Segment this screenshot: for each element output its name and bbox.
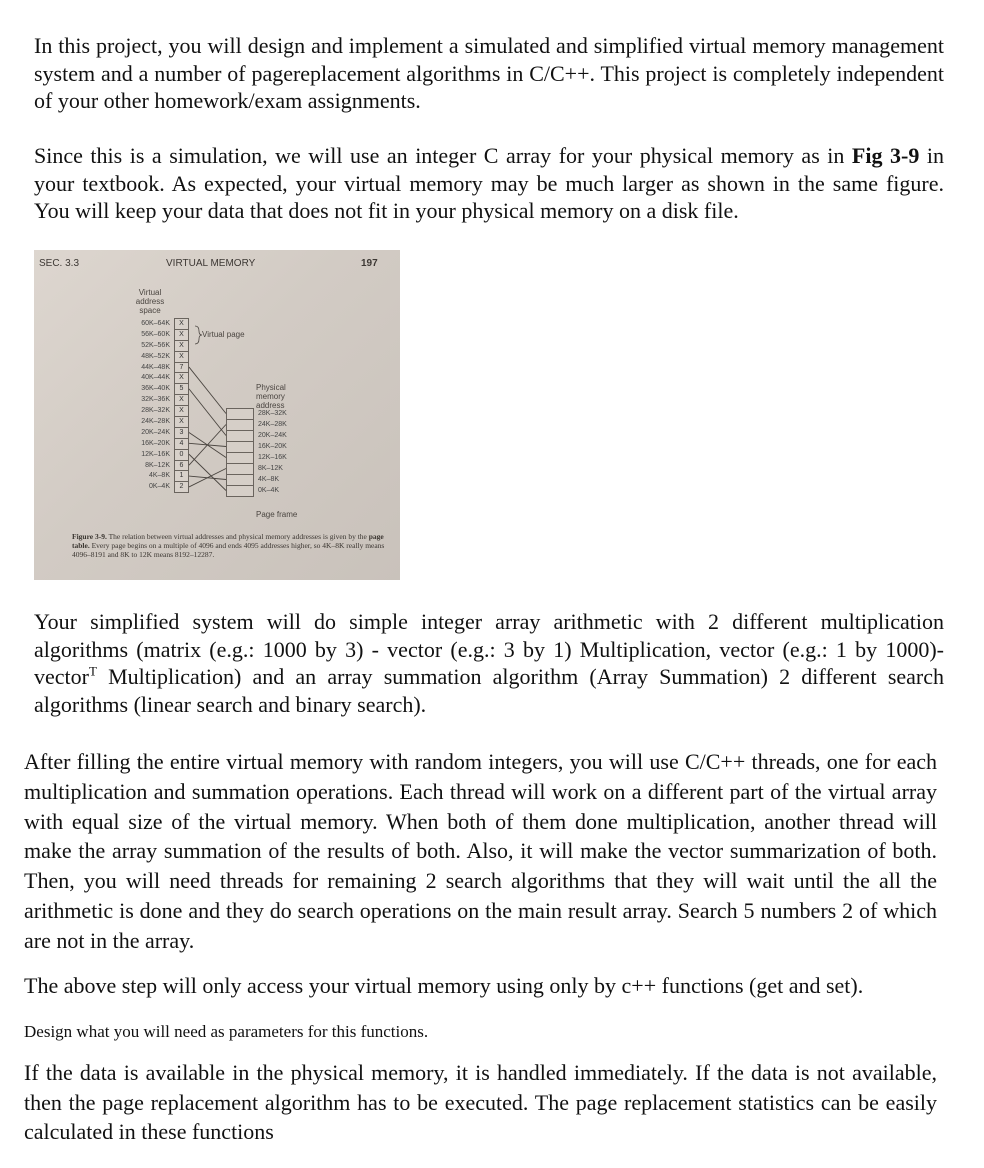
virtual-address-space-label: Virtual address space [135,288,165,315]
caption-text-b: Every page begins on a multiple of 4096 and ends 4095 addresses higher, so 4K–8K really means 4096–8191 and 8K to 12K means 8192–12287. [72,541,385,559]
physical-range: 16K–20K [258,443,287,450]
algorithms-text-a: Your simplified system will do simple integer array arithmetic with 2 different multiplication algorithms (matrix (e.g.: 1000 by 3) - vector (e.g.: 3 by 1) Multiplication, vector (e.g.: 1 by 1000)-vector [34,609,944,689]
textbook-figure-photo [34,250,400,580]
parameters-note: Design what you will need as parameters for this functions. [24,1022,429,1041]
page-table-entry: 4 [174,438,189,449]
page-frame-label: Page frame [256,510,298,519]
physical-range: 28K–32K [258,410,287,417]
page-table-entry: X [174,405,189,416]
fig-reference: Fig 3-9 [851,143,920,168]
page-table-entry: X [174,340,189,351]
page-table-entry: 2 [174,481,189,493]
virtual-page-label: Virtual page [202,330,245,339]
caption-text-a: The relation between virtual addresses and physical memory addresses is given by the [106,532,369,541]
virtual-range: 36K–40K [141,385,170,393]
page-replacement-paragraph: If the data is available in the physical memory, it is handled immediately. If the data is not available, then the page replacement algorithm has to be executed. The page replacement statistics can be easily calculated in these functions [24,1060,937,1144]
virtual-range: 28K–32K [141,407,170,415]
physical-range: 8K–12K [258,465,283,472]
mapping-lines [34,250,400,580]
virtual-range: 52K–56K [141,341,170,349]
page-mapping-arrow [189,367,226,413]
virtual-range: 20K–24K [141,428,170,436]
virtual-range: 32K–36K [141,396,170,404]
virtual-range: 12K–16K [141,450,170,458]
page-table-entry: 6 [174,460,189,471]
page-table-entry: X [174,372,189,383]
virtual-range: 16K–20K [141,439,170,447]
page-table-entry: X [174,416,189,427]
threads-paragraph: After filling the entire virtual memory with random integers, you will use C/C++ threads, one for each multiplication and summation operations. Each thread will work on a different part of the virtual array with equal size of the virtual memory. When both of them done multiplication, another thread will make the array summation of the results of both. Also, it will make the vector summarization of both. Then, you will need threads for remaining 2 search algorithms that they will wait until the all the arithmetic is done and they do search operations on the main result array. Search 5 numbers 2 of which are not in the array. [24,749,937,953]
figure-page-number: 197 [361,258,378,269]
figure-section: SEC. 3.3 [39,258,80,269]
page-mapping-arrow [189,389,226,436]
physical-range: 24K–28K [258,421,287,428]
virtual-range: 48K–52K [141,352,170,360]
figure-page-title: VIRTUAL MEMORY [166,258,256,269]
caption-page-table: page table. [72,532,384,550]
virtual-range: 4K–8K [148,472,170,480]
page-mapping-arrow [189,469,226,487]
page-mapping-arrow [189,425,226,466]
get-set-paragraph: The above step will only access your virtual memory using only by c++ functions (get and set). [24,973,864,998]
intro-paragraph: In this project, you will design and implement a simulated and simplified virtual memory management system and a number of pagereplacement algorithms in C/C++. This project is completely independent of your other homework/exam assignments. [34,33,944,113]
virtual-range: 8K–12K [145,461,170,469]
page-table-entry: 0 [174,449,189,460]
simulation-paragraph [34,142,944,225]
caption-label: Figure 3-9. [72,532,107,541]
virtual-range: 0K–4K [148,483,170,491]
page-table-entry: X [174,351,189,362]
physical-range: 4K–8K [258,476,280,483]
simulation-text-a: Since this is a simulation, we will use an integer C array for your physical memory as in [34,143,852,168]
page-table-entry: 7 [174,362,189,373]
figure-caption [72,532,390,559]
physical-range: 12K–16K [258,454,287,461]
algorithms-paragraph [34,608,944,718]
page-table-entry: X [174,394,189,405]
virtual-range: 44K–48K [141,363,170,371]
virtual-page-bracket [195,326,202,344]
page-table-entry: X [174,318,189,329]
page-table-entry: X [174,329,189,340]
simulation-text-b: in your textbook. As expected, your virtual memory may be much larger as shown in the same figure. You will keep your data that does not fit in your physical memory on a disk file. [34,143,944,223]
algorithms-text-b: Multiplication) and an array summation algorithm (Array Summation) 2 different search algorithms (linear search and binary search). [34,664,944,717]
physical-memory-label: Physical memory address [256,383,286,410]
physical-range: 0K–4K [258,487,280,494]
page-table-entry: 1 [174,470,189,481]
virtual-range: 40K–44K [141,374,170,382]
virtual-range: 24K–28K [141,417,170,425]
physical-range: 20K–24K [258,432,287,439]
transpose-superscript: T [88,663,97,679]
page-table-entry: 3 [174,427,189,438]
page-table-entry: 5 [174,383,189,394]
virtual-range: 60K–64K [141,319,170,327]
virtual-range: 56K–60K [141,330,170,338]
